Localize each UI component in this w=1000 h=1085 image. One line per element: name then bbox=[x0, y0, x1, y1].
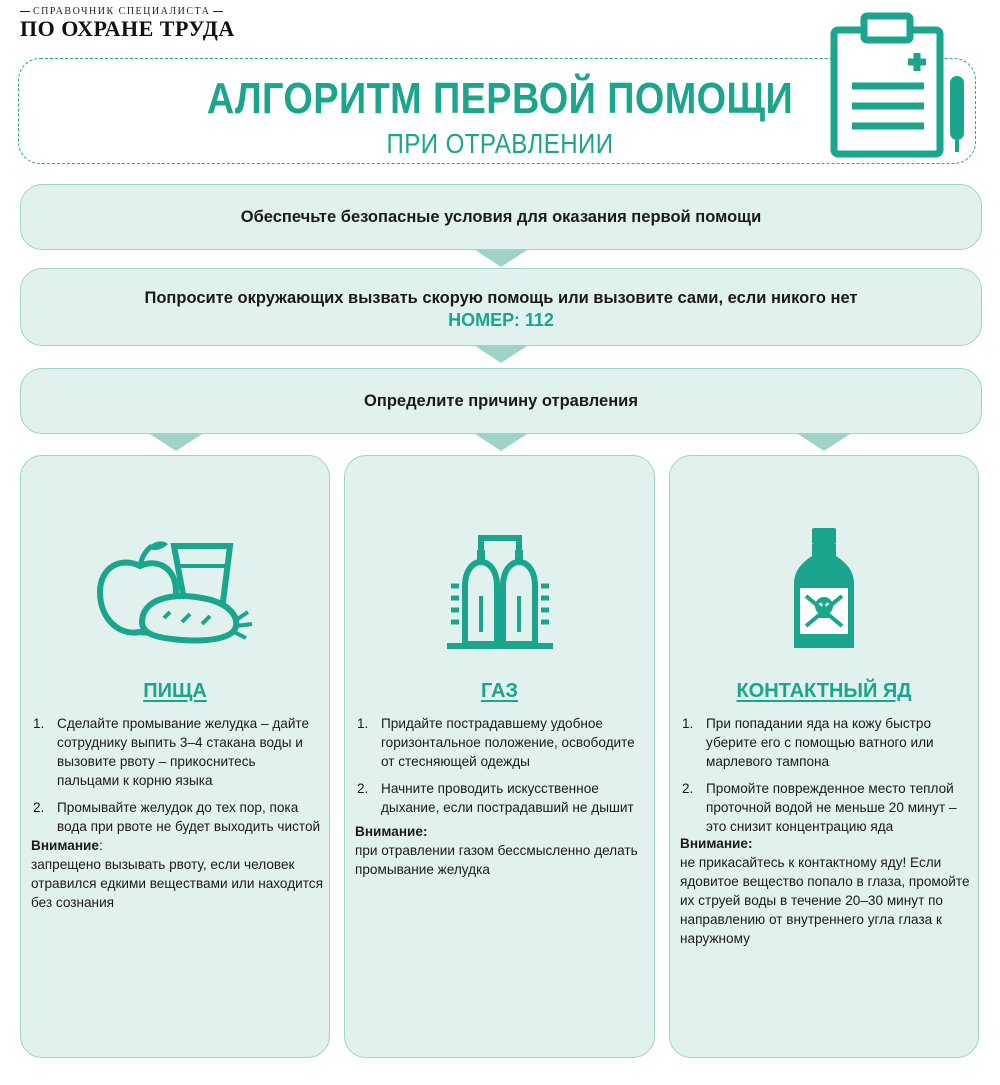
poison-bottle-icon bbox=[670, 526, 978, 656]
gas-cylinders-icon bbox=[345, 526, 654, 656]
warning-text: не прикасайтесь к контактному яду! Если ядовитое вещество попало в глаза, промойте их струей воды в течение 20–30 минут по направлению от внутреннего угла глаза к наружному bbox=[680, 855, 970, 946]
card-food bbox=[20, 455, 330, 1058]
arrow-down-icon bbox=[475, 250, 527, 267]
list-item: 2. Начните проводить искусственное дыхание, если пострадавший не дышит bbox=[357, 781, 634, 815]
page-title: АЛГОРИТМ ПЕРВОЙ ПОМОЩИ bbox=[206, 74, 794, 123]
card-gas bbox=[344, 455, 655, 1058]
card-food-warning: Внимание: запрещено вызывать рвоту, если человек отравился едкими веществами или находится без сознания bbox=[31, 838, 323, 910]
warning-text: запрещено вызывать рвоту, если человек отравился едкими веществами или находится без сознания bbox=[31, 857, 323, 910]
list-item: 2. Промойте поврежденное место теплой проточной водой не меньше 20 минут – это снизит концентрацию яда bbox=[682, 781, 957, 834]
list-item: 1. При попадании яда на кожу быстро уберите его с помощью ватного или марлевого тампона bbox=[682, 716, 934, 769]
arrow-down-icon bbox=[150, 434, 202, 451]
list-item: 2. Промывайте желудок до тех пор, пока вода при рвоте не будет выходить чистой bbox=[33, 800, 321, 834]
publication-logo-top: СПРАВОЧНИК СПЕЦИАЛИСТА bbox=[33, 6, 211, 17]
list-item: 1. Придайте пострадавшему удобное горизонтальное положение, освободите от стесняющей одежды bbox=[357, 716, 635, 769]
medical-clipboard-icon bbox=[826, 10, 974, 158]
card-gas-steps bbox=[355, 714, 645, 825]
card-food-steps bbox=[31, 714, 321, 844]
card-food-title: ПИЩА bbox=[143, 680, 207, 702]
food-icon bbox=[21, 526, 329, 656]
card-gas-title: ГАЗ bbox=[480, 680, 519, 702]
warning-title: Внимание: bbox=[355, 824, 428, 839]
page-subtitle: ПРИ ОТРАВЛЕНИИ bbox=[386, 128, 614, 159]
warning-title: Внимание bbox=[31, 838, 99, 853]
warning-text: при отравлении газом бессмысленно делать промывание желудка bbox=[355, 843, 638, 877]
card-contact-poison-title: КОНТАКТНЫЙ ЯД bbox=[736, 680, 912, 702]
arrow-down-icon bbox=[475, 346, 527, 363]
step-determine-cause bbox=[20, 368, 982, 434]
arrow-down-icon bbox=[475, 434, 527, 451]
card-contact-poison-steps bbox=[680, 714, 970, 844]
step-call-text: Попросите окружающих вызвать скорую помощь или вызовите сами, если никого нет bbox=[144, 289, 858, 307]
warning-title: Внимание: bbox=[680, 836, 753, 851]
arrow-down-icon bbox=[798, 434, 850, 451]
card-contact-poison-warning bbox=[680, 834, 972, 948]
publication-logo bbox=[20, 6, 260, 41]
card-gas-warning bbox=[355, 822, 647, 879]
step-call-ambulance bbox=[20, 268, 982, 346]
emergency-number: НОМЕР: 112 bbox=[448, 310, 554, 330]
step-safety bbox=[20, 184, 982, 250]
list-item: 1. Сделайте промывание желудка – дайте сотруднику выпить 3–4 стакана воды и вызовите рвоту – прикоснитесь пальцами к корню языка bbox=[33, 716, 310, 788]
card-contact-poison bbox=[669, 455, 979, 1058]
step-safety-text: Обеспечьте безопасные условия для оказания первой помощи bbox=[240, 208, 762, 226]
publication-logo-main: ПО ОХРАНЕ ТРУДА bbox=[20, 16, 235, 41]
step-determine-text: Определите причину отравления bbox=[364, 392, 638, 410]
